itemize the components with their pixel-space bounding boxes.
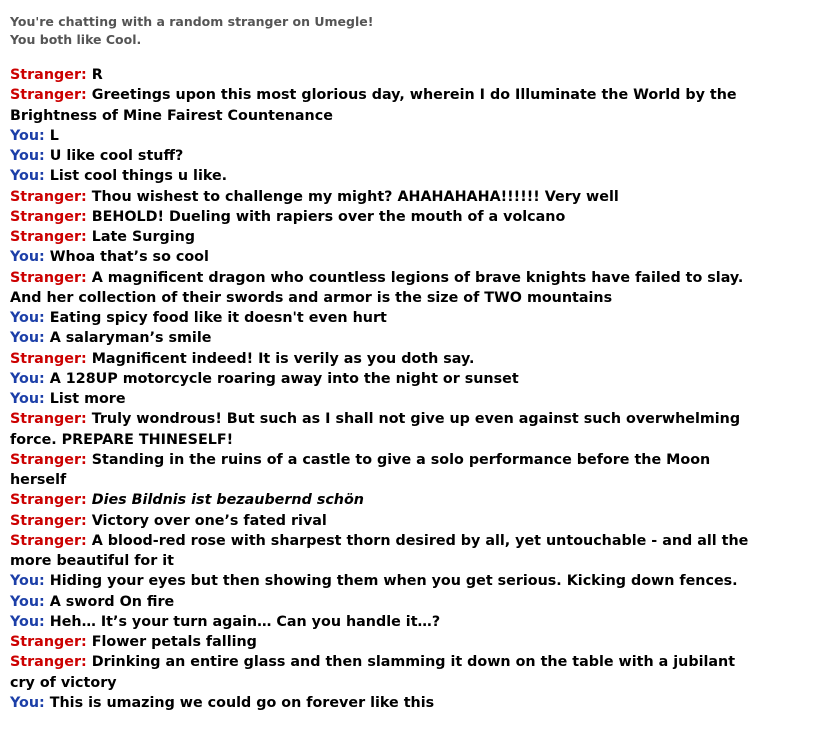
message-text: Standing in the ruins of a castle to give a solo performance before the Moon herself xyxy=(10,451,711,488)
message-text: This is umazing we could go on forever like this xyxy=(49,694,435,711)
message-sender: You: xyxy=(10,127,45,144)
message-stranger xyxy=(10,349,755,369)
message-you xyxy=(10,126,755,146)
message-text: Late Surging xyxy=(91,229,196,245)
message-stranger xyxy=(10,65,755,85)
message-sender: Stranger: xyxy=(10,208,87,225)
message-text: A 128UP motorcycle roaring away into the night or sunset xyxy=(49,370,519,387)
message-stranger xyxy=(10,85,755,126)
message-text: Truly wondrous! But such as I shall not give up even against such overwhelming force. PREPARE THINESELF! xyxy=(10,411,741,448)
message-text: Eating spicy food like it doesn't even hurt xyxy=(49,310,387,326)
message-sender: You: xyxy=(10,694,45,711)
message-text: L xyxy=(49,127,59,144)
message-sender: You: xyxy=(10,593,45,610)
message-sender: You: xyxy=(10,310,45,326)
message-sender: Stranger: xyxy=(10,634,87,650)
message-text: Victory over one’s fated rival xyxy=(91,512,327,529)
message-sender: Stranger: xyxy=(10,512,87,529)
message-you xyxy=(10,612,755,632)
message-sender: You: xyxy=(10,370,45,387)
message-stranger xyxy=(10,187,755,207)
message-sender: You: xyxy=(10,613,45,630)
message-stranger xyxy=(10,632,755,652)
message-text: Dies Bildnis ist bezaubernd schön xyxy=(91,492,364,509)
message-stranger xyxy=(10,450,755,491)
message-sender: Stranger: xyxy=(10,269,87,286)
message-stranger xyxy=(10,511,755,531)
message-text: Magnificent indeed! It is verily as you doth say. xyxy=(91,350,475,367)
message-log xyxy=(10,65,804,713)
message-you xyxy=(10,247,755,267)
message-text: List cool things u like. xyxy=(49,168,228,185)
message-you xyxy=(10,592,755,612)
message-text: Hiding your eyes but then showing them when you get serious. Kicking down fences. xyxy=(49,573,738,590)
message-text: A magnificent dragon who countless legions of brave knights have failed to slay. And her collection of their swords and armor is the size of TWO mountains xyxy=(10,269,744,306)
message-sender: You: xyxy=(10,573,45,590)
message-text: Flower petals falling xyxy=(91,634,257,650)
message-sender: Stranger: xyxy=(10,229,87,245)
message-you xyxy=(10,389,755,409)
message-stranger xyxy=(10,268,755,309)
message-sender: You: xyxy=(10,330,45,347)
message-stranger xyxy=(10,531,755,572)
message-text: Greetings upon this most glorious day, wherein I do Illuminate the World by the Brightness of Mine Fairest Countenance xyxy=(10,87,737,124)
message-sender: Stranger: xyxy=(10,350,87,367)
message-text: U like cool stuff? xyxy=(49,148,184,164)
status-chatting: You're chatting with a random stranger on Umegle! xyxy=(10,14,374,29)
message-sender: Stranger: xyxy=(10,492,87,509)
message-stranger xyxy=(10,490,755,510)
message-text: A salaryman’s smile xyxy=(49,330,212,347)
message-sender: You: xyxy=(10,391,45,407)
message-you xyxy=(10,166,755,186)
message-stranger xyxy=(10,409,755,450)
message-text: BEHOLD! Dueling with rapiers over the mouth of a volcano xyxy=(91,208,566,225)
message-you xyxy=(10,308,755,328)
message-stranger xyxy=(10,207,755,227)
message-sender: You: xyxy=(10,249,45,266)
message-you xyxy=(10,146,755,166)
message-text: Drinking an entire glass and then slamming it down on the table with a jubilant cry of victory xyxy=(10,654,736,691)
message-text: Thou wishest to challenge my might? AHAHAHAHA!!!!!! Very well xyxy=(91,188,619,205)
message-you xyxy=(10,571,755,591)
message-sender: Stranger: xyxy=(10,67,87,83)
message-you xyxy=(10,369,755,389)
message-text: List more xyxy=(49,391,126,407)
message-stranger xyxy=(10,227,755,247)
message-sender: Stranger: xyxy=(10,87,87,104)
message-you xyxy=(10,693,755,713)
message-sender: Stranger: xyxy=(10,451,87,468)
message-sender: Stranger: xyxy=(10,654,87,671)
message-text: A sword On fire xyxy=(49,593,175,610)
message-sender: You: xyxy=(10,168,45,185)
message-you xyxy=(10,328,755,348)
message-stranger xyxy=(10,652,755,693)
message-sender: You: xyxy=(10,148,45,164)
status-common-likes: You both like Cool. xyxy=(10,32,142,47)
message-text: A blood-red rose with sharpest thorn desired by all, yet untouchable - and all the more beautiful for it xyxy=(10,532,749,569)
message-sender: Stranger: xyxy=(10,188,87,205)
message-sender: Stranger: xyxy=(10,411,87,428)
message-text: R xyxy=(91,67,103,83)
message-text: Heh… It’s your turn again… Can you handle it…? xyxy=(49,613,441,630)
message-sender: Stranger: xyxy=(10,532,87,549)
message-text: Whoa that’s so cool xyxy=(49,249,209,266)
